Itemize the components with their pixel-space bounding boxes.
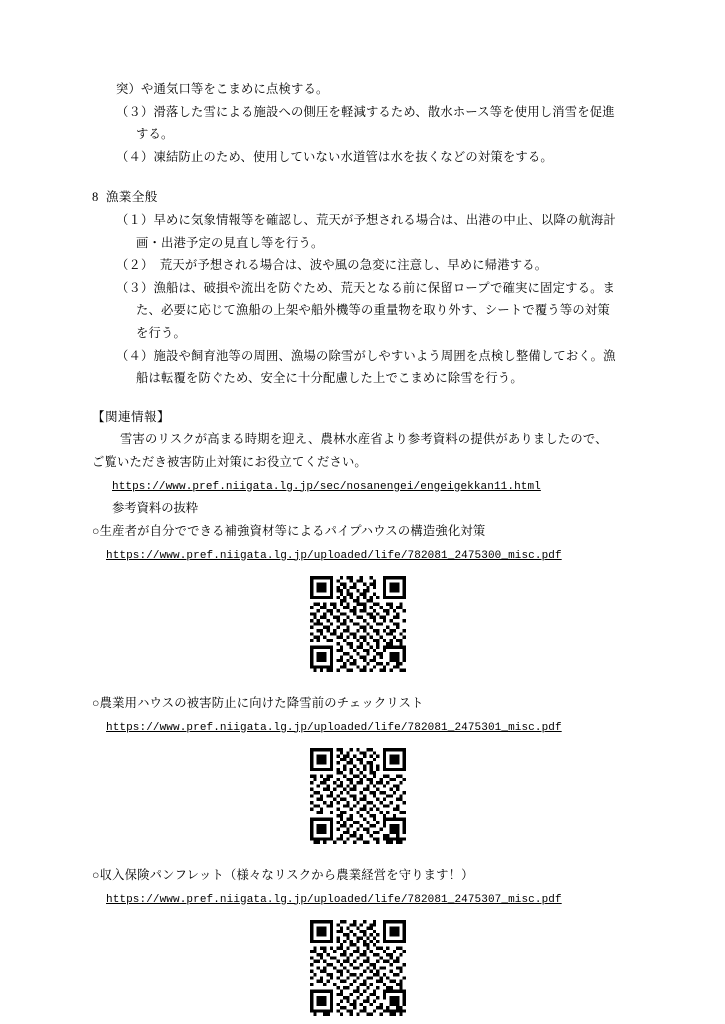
qr-code-icon-3 [310, 920, 406, 1016]
paragraph-line: （２） 荒天が予想される場合は、波や風の急変に注意し、早めに帰港する。 [116, 258, 548, 273]
entry-url-link[interactable]: https://www.pref.niigata.lg.jp/uploaded/life/782081_2475301_misc.pdf [106, 721, 562, 734]
related-info-paragraph-line: 雪害のリスクが高まる時期を迎え、農林水産省より参考資料の提供がありましたので、 [120, 432, 608, 447]
related-info-paragraph-line: ご覧いただき被害防止対策にお役立てください。 [92, 454, 367, 469]
paragraph-line: た、必要に応じて漁船の上架や船外機等の重量物を取り外す、シートで覆う等の対策 [136, 303, 610, 318]
paragraph-line: 突）や通気口等をこまめに点検する。 [116, 82, 329, 96]
spacer [92, 390, 659, 406]
paragraph-line: 船は転覆を防ぐため、安全に十分配慮した上でこまめに除雪を行う。 [136, 371, 523, 386]
paragraph-line: （４）凍結防止のため、使用していない水道管は水を抜くなどの対策をする。 [116, 149, 553, 164]
section-number: 8 [92, 190, 99, 205]
entry-url-link[interactable]: https://www.pref.niigata.lg.jp/uploaded/life/782081_2475307_misc.pdf [106, 893, 562, 906]
paragraph-line: （１）早めに気象情報等を確認し、荒天が予想される場合は、出港の中止、以降の航海計 [116, 212, 616, 227]
entry-url-link[interactable]: https://www.pref.niigata.lg.jp/uploaded/life/782081_2475300_misc.pdf [106, 549, 562, 562]
qr-code-icon-2 [310, 748, 406, 844]
main-url-row [92, 474, 659, 497]
qr-code-container-1 [92, 576, 659, 672]
section-heading [92, 186, 659, 209]
entry-title: ○生産者が自分でできる補強資材等によるパイプハウスの構造強化対策 [92, 523, 486, 538]
entry-url-row [92, 543, 659, 566]
entry-title: ○収入保険パンフレット（様々なリスクから農業経営を守ります！） [92, 867, 474, 882]
section-title: 漁業全般 [105, 190, 158, 205]
entry-url-row [92, 887, 659, 910]
paragraph-line: する。 [136, 127, 174, 142]
paragraph-line: （３）滑落した雪による施設への側圧を軽減するため、散水ホース等を使用し消雪を促進 [116, 104, 615, 119]
spacer [92, 678, 659, 692]
entry-title: ○農業用ハウスの被害防止に向けた降雪前のチェックリスト [92, 695, 424, 710]
entry-url-row [92, 715, 659, 738]
qr-code-container-3 [92, 920, 659, 1016]
excerpt-label: 参考資料の抜粋 [112, 500, 199, 515]
qr-code-container-2 [92, 748, 659, 844]
spacer [92, 850, 659, 864]
paragraph-line: （４）施設や飼育池等の周囲、漁場の除雪がしやすいよう周囲を点検し整備しておく。漁 [116, 348, 616, 363]
paragraph-line: 画・出港予定の見直し等を行う。 [136, 235, 324, 250]
main-url-link[interactable]: https://www.pref.niigata.lg.jp/sec/nosanengei/engeigekkan11.html [112, 480, 541, 493]
related-info-heading: 【関連情報】 [92, 409, 170, 424]
paragraph-line: （３）漁船は、破損や流出を防ぐため、荒天となる前に保留ロープで確実に固定する。ま [116, 280, 616, 295]
qr-code-icon-1 [310, 576, 406, 672]
paragraph-line: を行う。 [136, 325, 186, 340]
